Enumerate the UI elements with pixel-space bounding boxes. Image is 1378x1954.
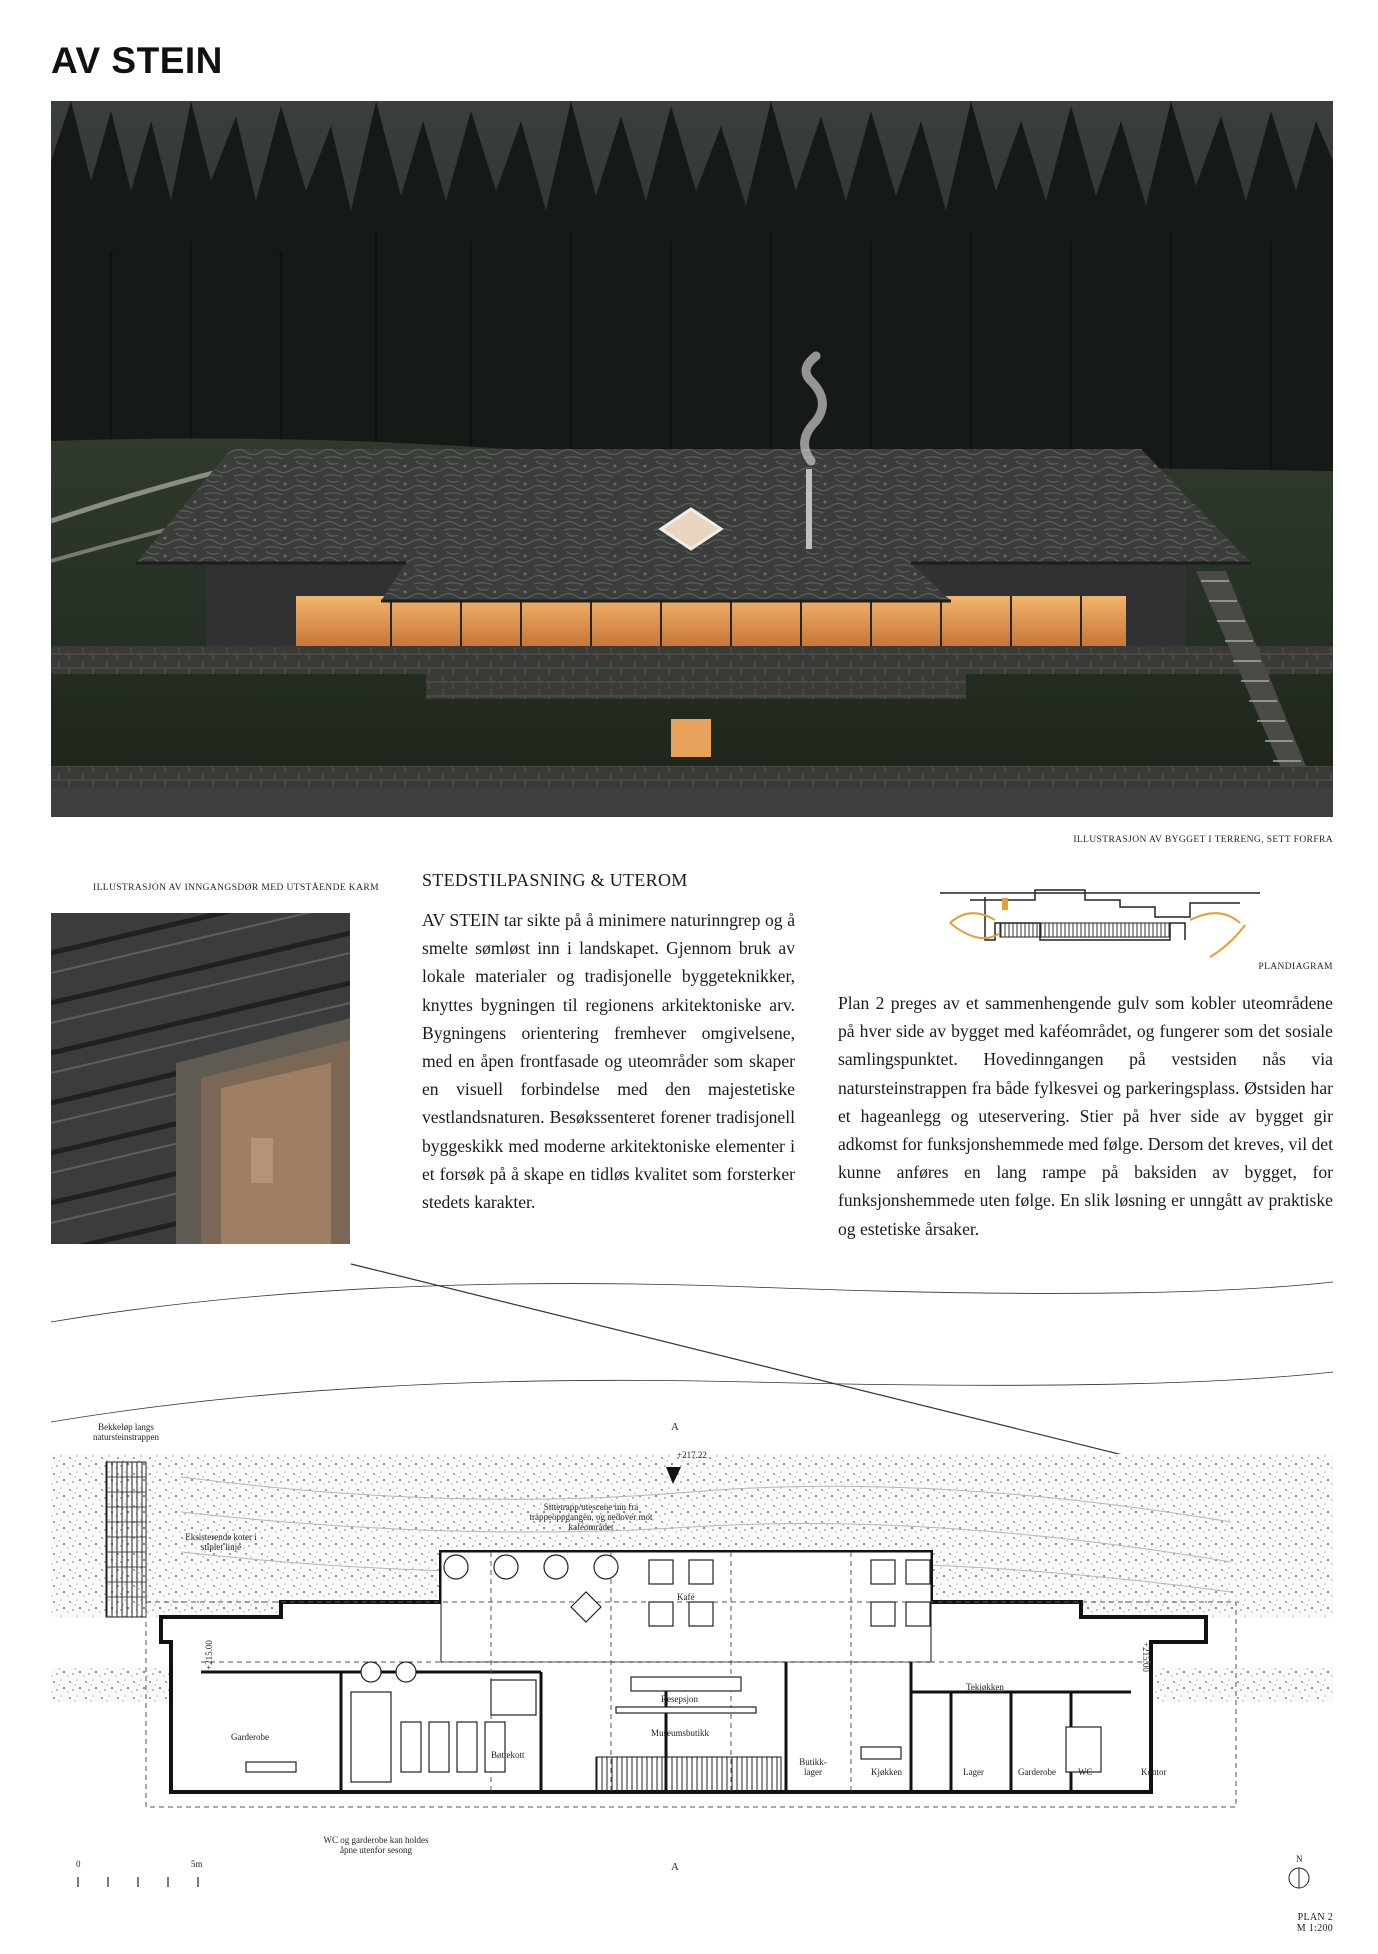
page-title: AV STEIN — [51, 40, 223, 81]
label-cleaning: Bøttekott — [491, 1750, 525, 1760]
paragraph-1: AV STEIN tar sikte på å minimere naturinngrep og å smelte sømløst inn i landskapet. Gjennom bruk av lokale materialer og tradisjonelle byggeteknikker, knyttes bygningen til regionens arkitektoniske arv. Bygningens orientering fremhever omgivelsene, med en åpen frontfasade og uteområder som skaper en visuell forbindelse med den majestetiske vestlandsnaturen. Besøkssenteret forener tradisjonell byggeskikk med moderne arkitektoniske elementer i et forsøk på å skape en tidløs kvalitet som forsterker stedets karakter. — [422, 910, 795, 1213]
label-wardrobe: Garderobe — [231, 1732, 269, 1742]
rendering-illustration — [51, 101, 1333, 817]
door-image — [51, 913, 350, 1244]
plan-title-block — [1297, 1912, 1333, 1934]
label-kitchen: Kjøkken — [871, 1767, 902, 1777]
floor-plan-drawing — [51, 1262, 1333, 1908]
label-museum-shop: Museumsbutikk — [651, 1728, 710, 1738]
section-marker-top: A — [671, 1421, 679, 1433]
section-marker-bottom: A — [671, 1861, 679, 1873]
scale-bar — [76, 1874, 201, 1884]
label-office: Kontor — [1141, 1767, 1167, 1777]
plandiagram-label: PLANDIAGRAM — [1258, 962, 1333, 972]
label-existing-contours: Eksisterende koter i stiplet linje — [185, 1532, 257, 1552]
label-level-left: +215.00 — [203, 1640, 214, 1670]
plan-title: PLAN 2 — [1297, 1912, 1333, 1923]
hero-caption: ILLUSTRASJON AV BYGGET I TERRENG, SETT FORFRA — [1073, 835, 1333, 845]
plan-diagram — [940, 885, 1260, 965]
north-label: N — [1296, 1854, 1303, 1864]
label-shop-storage: Butikk-lager — [799, 1757, 827, 1777]
door-caption: ILLUSTRASJON AV INNGANGSDØR MED UTSTÅENDE KARM — [93, 883, 379, 893]
label-top-level: +217.22 — [677, 1450, 707, 1460]
label-level-right: +215.00 — [1140, 1642, 1151, 1672]
plan-scale: M 1:200 — [1296, 1923, 1333, 1934]
scale-end: 5m — [191, 1859, 203, 1869]
floor-plan — [51, 1262, 1333, 1908]
door-illustration — [51, 913, 350, 1244]
label-cafe: Kafé — [677, 1592, 695, 1602]
building-rendering — [51, 101, 1333, 817]
label-wc: WC — [1078, 1767, 1093, 1777]
label-storage: Lager — [963, 1767, 984, 1777]
label-reception: Resepsjon — [661, 1694, 698, 1704]
paragraph-2: Plan 2 preges av et sammenhengende gulv som kobler uteområdene på hver side av bygget med kaféområdet, og fungerer som det sosiale samlingspunktet. Hovedinngangen på vestsiden nås via natursteinstrappen fra både fylkesvei og parkeringsplass. Østsiden har et hageanlegg og uteservering. Stier på hver side av bygget gir adkomst for funksjonshemmede med følge. Dersom det kreves, vil det kunne anføres en lang rampe på baksiden av bygget, for funksjonshemmede uten følge. En slik løsning er unngått av praktiske og estetiske årsaker. — [838, 993, 1333, 1239]
section-heading: STEDSTILPASNING & UTEROM — [422, 870, 688, 890]
label-seating: Sittetrapp/utescene inn fra trappeoppgangen, og nedover mot kaféområdet — [529, 1502, 653, 1532]
north-arrow-icon — [1287, 1866, 1311, 1890]
label-brook: Bekkeløp langs natursteinstrappen — [93, 1422, 159, 1442]
label-wc-note: WC og garderobe kan holdes åpne utenfor sesong — [323, 1835, 429, 1855]
scale-start: 0 — [76, 1859, 81, 1869]
label-wardrobe-2: Garderobe — [1018, 1767, 1056, 1777]
label-tea-kitchen: Tekjøkken — [966, 1682, 1004, 1692]
